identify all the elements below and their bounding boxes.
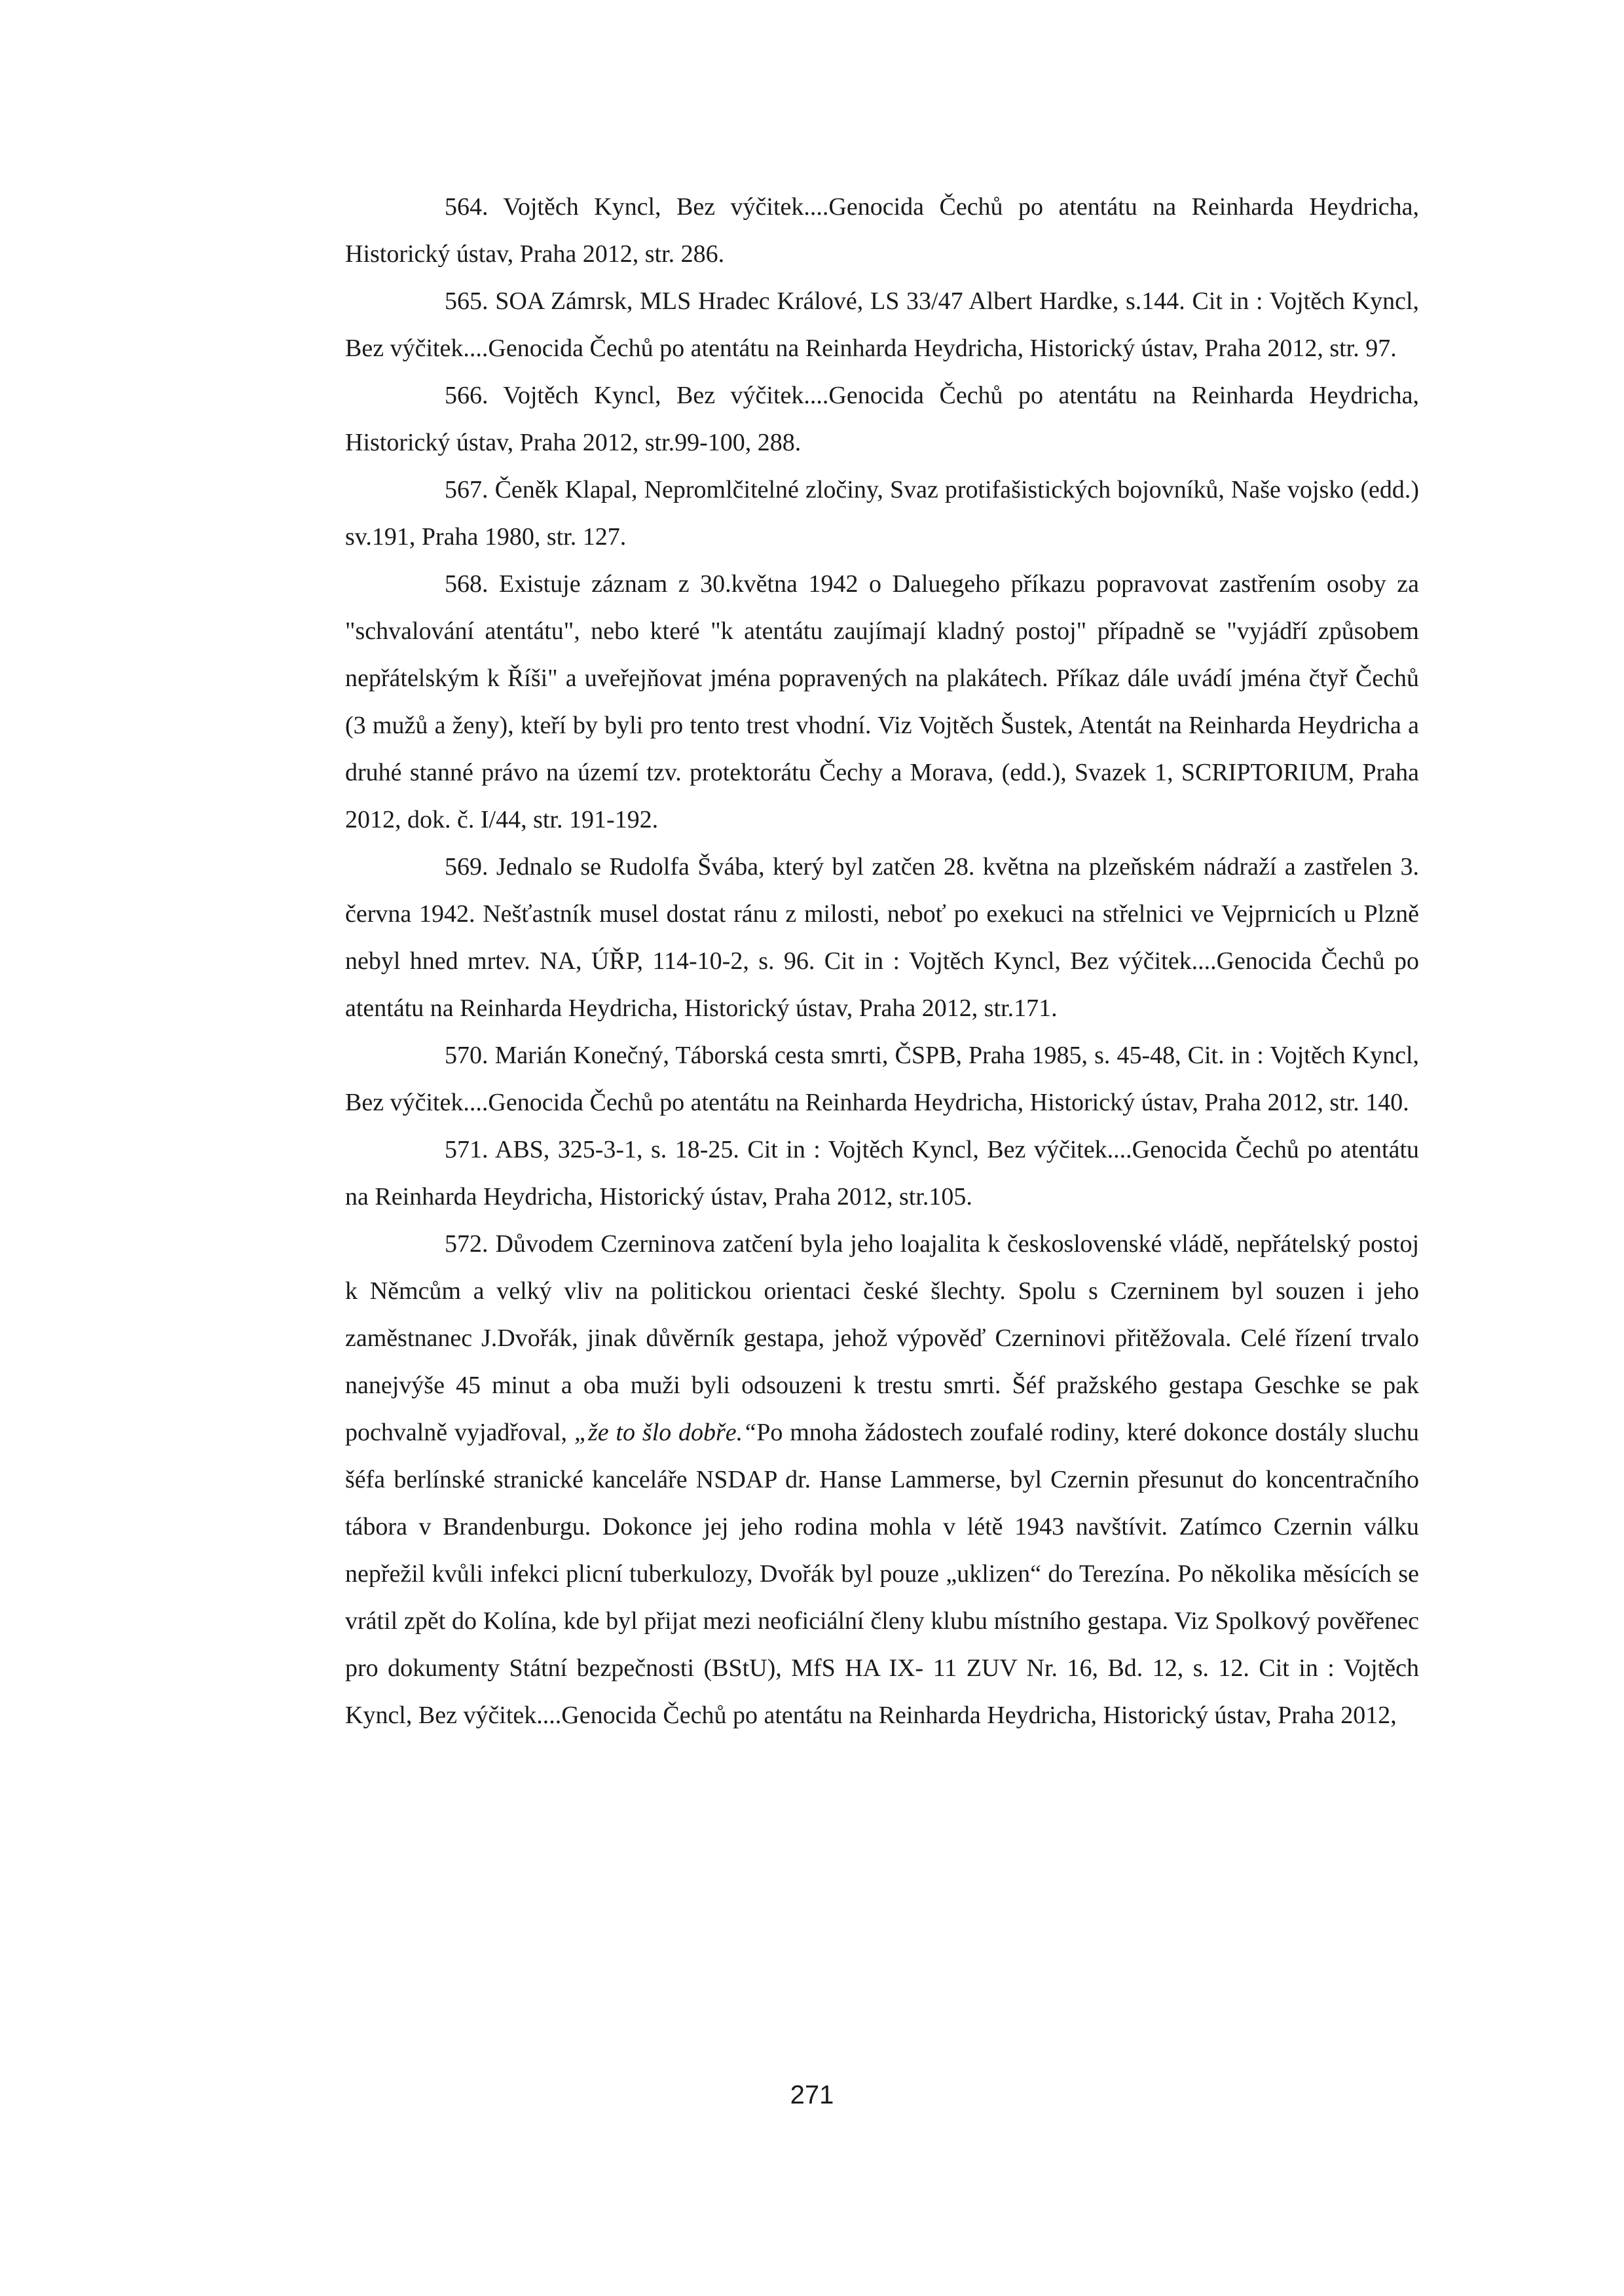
footnote-text: Důvodem Czerninova zatčení byla jeho loajalita k československé vládě, nepřátelský postoj k Němcům a velký vliv na politickou orientaci české šlechty. Spolu s Czerninem byl souzen i jeho zaměstnanec J.Dvořák, jinak důvěrník gestapa, jehož výpověď Czerninovi přitěžovala. Celé řízení trvalo nanejvýše 45 minut a oba muži byli odsouzeni k trestu smrti. Šéf pražského gestapa Geschke se pak pochvalně vyjadřoval, bbox=[345, 1230, 1420, 1446]
footnote-564 bbox=[345, 183, 1419, 278]
footnote-text: Čeněk Klapal, Nepromlčitelné zločiny, Svaz protifašistických bojovníků, Naše vojsko (edd.) sv.191, Praha 1980, str. 127. bbox=[345, 476, 1420, 551]
footnote-570 bbox=[345, 1032, 1419, 1126]
footnote-number: 569. bbox=[445, 853, 489, 881]
footnote-number: 572. bbox=[445, 1230, 489, 1258]
footnote-quote: „že to šlo dobře.“ bbox=[574, 1419, 757, 1446]
footnote-text: Jednalo se Rudolfa Švába, který byl zatčen 28. května na plzeňském nádraží a zastřelen 3. června 1942. Nešťastník musel dostat ránu z milosti, neboť po exekuci na střelnici ve Vejprnicích u Plzně nebyl hned mrtev. NA, ÚŘP, 114-10-2, s. 96. Cit in : Vojtěch Kyncl, Bez výčitek....Genocida Čechů po atentátu na Reinharda Heydricha, Historický ústav, Praha 2012, str.171. bbox=[345, 853, 1420, 1022]
footnote-text: SOA Zámrsk, MLS Hradec Králové, LS 33/47 Albert Hardke, s.144. Cit in : Vojtěch Kyncl, Bez výčitek....Genocida Čechů po atentátu na Reinharda Heydricha, Historický ústav, Praha 2012, str. 97. bbox=[345, 287, 1420, 362]
footnote-text: Vojtěch Kyncl, Bez výčitek....Genocida Čechů po atentátu na Reinharda Heydricha, Historický ústav, Praha 2012, str.99-100, 288. bbox=[345, 382, 1419, 456]
footnote-text: ABS, 325-3-1, s. 18-25. Cit in : Vojtěch Kyncl, Bez výčitek....Genocida Čechů po atentátu na Reinharda Heydricha, Historický ústav, Praha 2012, str.105. bbox=[345, 1136, 1420, 1211]
footnote-number: 571. bbox=[445, 1136, 489, 1163]
footnote-text-continued: Po mnoha žádostech zoufalé rodiny, které dokonce dostály sluchu šéfa berlínské stranické kanceláře NSDAP dr. Hanse Lammerse, byl Czernin přesunut do koncentračního tábora v Brandenburgu. Dokonce jej jeho rodina mohla v létě 1943 navštívit. Zatímco Czernin válku nepřežil kvůli infekci plicní tuberkulozy, Dvořák byl pouze „uklizen“ do Terezína. Po několika měsících se vrátil zpět do Kolína, kde byl přijat mezi neoficiální členy klubu místního gestapa. Viz Spolkový pověřenec pro dokumenty Státní bezpečnosti (BStU), MfS HA IX- 11 ZUV Nr. 16, Bd. 12, s. 12. Cit in : Vojtěch Kyncl, Bez výčitek....Genocida Čechů po atentátu na Reinharda Heydricha, Historický ústav, Praha 2012, bbox=[345, 1419, 1419, 1729]
footnote-number: 566. bbox=[445, 382, 489, 409]
footnote-number: 565. bbox=[445, 287, 489, 315]
footnote-572 bbox=[345, 1220, 1419, 1739]
footnote-568 bbox=[345, 560, 1419, 843]
footnote-567 bbox=[345, 466, 1419, 560]
footnote-569 bbox=[345, 843, 1419, 1032]
footnote-571 bbox=[345, 1126, 1419, 1220]
footnote-text: Marián Konečný, Táborská cesta smrti, ČSPB, Praha 1985, s. 45-48, Cit. in : Vojtěch Kyncl, Bez výčitek....Genocida Čechů po atentátu na Reinharda Heydricha, Historický ústav, Praha 2012, str. 140. bbox=[345, 1042, 1419, 1116]
footnote-text: Vojtěch Kyncl, Bez výčitek....Genocida Čechů po atentátu na Reinharda Heydricha, Historický ústav, Praha 2012, str. 286. bbox=[345, 193, 1419, 268]
footnote-number: 567. bbox=[445, 476, 489, 503]
footnote-566 bbox=[345, 372, 1419, 466]
footnote-text: Existuje záznam z 30.května 1942 o Daluegeho příkazu popravovat zastřením osoby za "schvalování atentátu", nebo které "k atentátu zaujímají kladný postoj" případně se "vyjádří způsobem nepřátelským k Říši" a uveřejňovat jména popravených na plakátech. Příkaz dále uvádí jména čtyř Čechů (3 mužů a ženy), kteří by byli pro tento trest vhodní. Viz Vojtěch Šustek, Atentát na Reinharda Heydricha a druhé stanné právo na území tzv. protektorátu Čechy a Morava, (edd.), Svazek 1, SCRIPTORIUM, Praha 2012, dok. č. I/44, str. 191-192. bbox=[345, 570, 1419, 833]
footnote-565 bbox=[345, 278, 1419, 372]
footnote-number: 568. bbox=[445, 570, 489, 598]
footnote-number: 570. bbox=[445, 1042, 489, 1069]
footnotes-block bbox=[345, 183, 1419, 1739]
page-number: 271 bbox=[790, 2081, 834, 2109]
footnote-number: 564. bbox=[445, 193, 489, 221]
